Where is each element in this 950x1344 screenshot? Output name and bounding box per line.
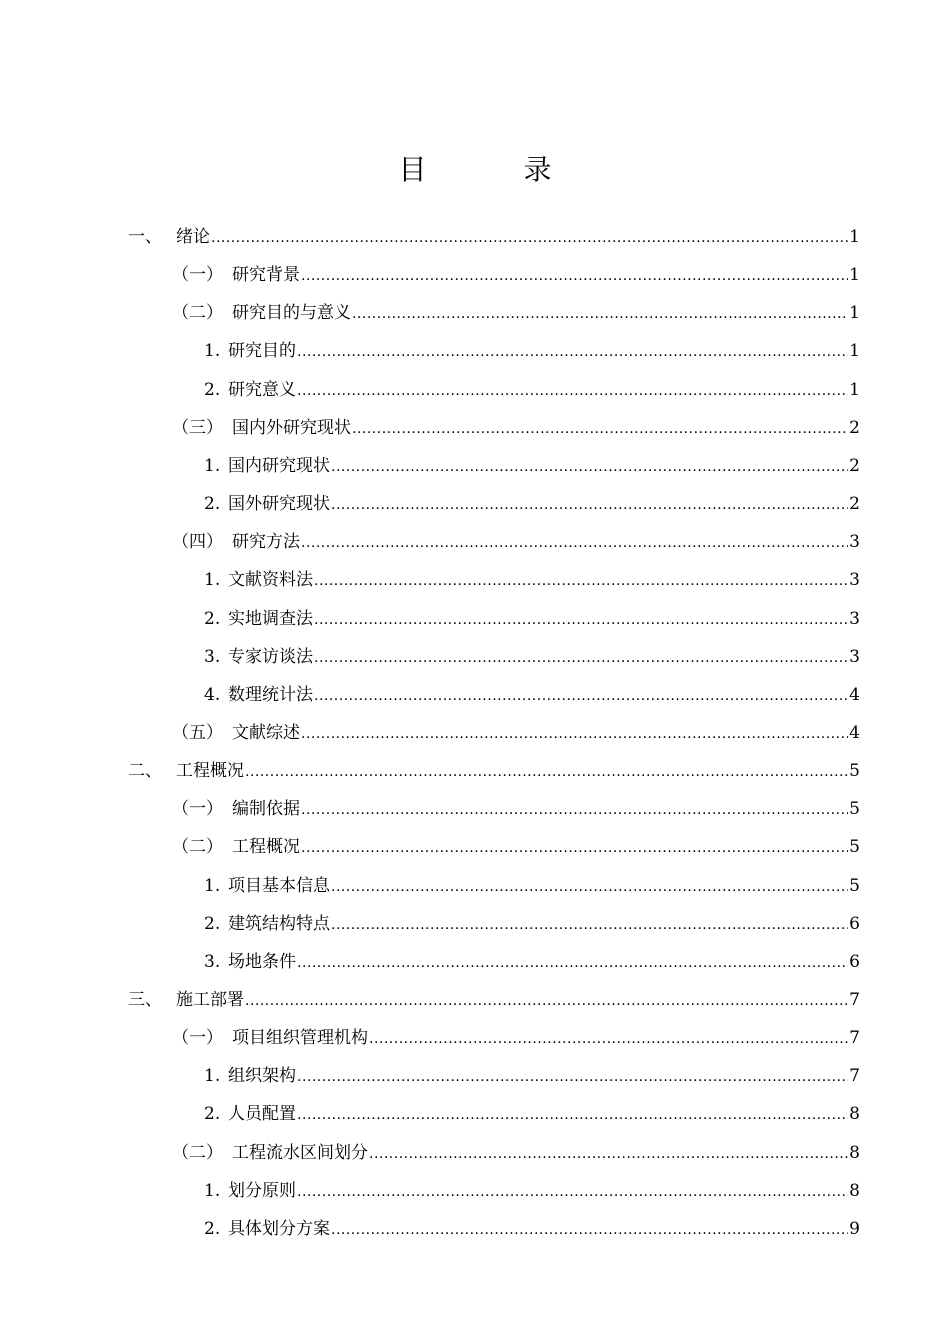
- toc-entry-page: 5: [849, 837, 860, 858]
- toc-entry-number: 2.: [204, 608, 221, 629]
- toc-entry-title: 国外研究现状: [228, 494, 330, 515]
- toc-entry[interactable]: [0, 721, 860, 745]
- toc-entry[interactable]: [0, 988, 860, 1012]
- toc-entry-title: 建筑结构特点: [228, 913, 330, 934]
- toc-entry-title: 具体划分方案: [228, 1218, 330, 1239]
- toc-entry-number: 4.: [204, 684, 221, 705]
- toc-entry-title: 场地条件: [228, 951, 296, 972]
- toc-entry-title: 文献资料法: [228, 570, 313, 591]
- toc-dot-leader: [314, 646, 848, 670]
- toc-entry[interactable]: [0, 683, 860, 707]
- toc-dot-leader: [301, 798, 848, 822]
- toc-entry-number: 2.: [204, 1104, 221, 1125]
- toc-entry-number: 2.: [204, 913, 221, 934]
- toc-entry-title: 实地调查法: [228, 608, 313, 629]
- toc-entry-number: （二）: [172, 303, 223, 324]
- toc-entry-number: （一）: [172, 799, 223, 820]
- toc-dot-leader: [301, 836, 848, 860]
- toc-entry-number: 2.: [204, 494, 221, 515]
- toc-entry-page: 2: [849, 417, 860, 438]
- toc-entry-title: 国内外研究现状: [232, 417, 351, 438]
- toc-entry[interactable]: [0, 835, 860, 859]
- toc-dot-leader: [314, 684, 848, 708]
- toc-entry-number: 1.: [204, 341, 221, 362]
- toc-dot-leader: [369, 1142, 848, 1166]
- toc-entry-number: 3.: [204, 951, 221, 972]
- toc-entry-page: 6: [849, 913, 860, 934]
- toc-entry-page: 7: [849, 990, 860, 1010]
- toc-entry-number: 1.: [204, 1066, 221, 1087]
- toc-entry-page: 6: [849, 951, 860, 972]
- toc-entry-number: 1.: [204, 1180, 221, 1201]
- toc-dot-leader: [297, 1065, 848, 1089]
- toc-entry-number: （四）: [172, 532, 223, 553]
- toc-entry-number: 1.: [204, 875, 221, 896]
- toc-entry-page: 3: [849, 646, 860, 667]
- toc-entry-number: 1.: [204, 570, 221, 591]
- toc-entry-title: 研究背景: [232, 265, 300, 286]
- toc-entry[interactable]: [0, 378, 860, 402]
- toc-entry[interactable]: [0, 912, 860, 936]
- toc-entry-title: 人员配置: [228, 1104, 296, 1125]
- toc-dot-leader: [352, 302, 848, 326]
- toc-entry-page: 7: [849, 1066, 860, 1087]
- toc-entry-number: （一）: [172, 265, 223, 286]
- toc-entry-page: 3: [849, 532, 860, 553]
- toc-entry-title: 项目组织管理机构: [232, 1028, 368, 1049]
- toc-dot-leader: [352, 417, 848, 441]
- toc-entry-number: 三、: [128, 990, 162, 1010]
- toc-entry-number: （三）: [172, 417, 223, 438]
- toc-dot-leader: [301, 722, 848, 746]
- toc-entry-page: 7: [849, 1028, 860, 1049]
- page-title: 目 录: [398, 153, 596, 186]
- toc-entry-number: 2.: [204, 379, 221, 400]
- toc-entry-number: （二）: [172, 837, 223, 858]
- toc-entry-title: 绪论: [176, 227, 210, 247]
- toc-entry-page: 2: [849, 494, 860, 515]
- toc-entry[interactable]: [0, 759, 860, 783]
- toc-entry-page: 1: [849, 227, 860, 247]
- toc-entry[interactable]: [0, 454, 860, 478]
- toc-entry-title: 国内研究现状: [228, 455, 330, 476]
- toc-entry[interactable]: [0, 1064, 860, 1088]
- toc-dot-leader: [297, 951, 848, 975]
- toc-dot-leader: [331, 493, 848, 517]
- toc-entry-title: 编制依据: [232, 799, 300, 820]
- toc-dot-leader: [331, 455, 848, 479]
- toc-entry[interactable]: [0, 1141, 860, 1165]
- toc-entry-number: 二、: [128, 761, 162, 782]
- toc-entry-number: 3.: [204, 646, 221, 667]
- toc-entry-number: 一、: [128, 227, 162, 247]
- toc-entry[interactable]: [0, 263, 860, 287]
- toc-entry[interactable]: [0, 1217, 860, 1241]
- toc-entry-page: 5: [849, 761, 860, 782]
- toc-entry-number: （二）: [172, 1142, 223, 1163]
- toc-entry[interactable]: [0, 645, 860, 669]
- toc-entry-title: 专家访谈法: [228, 646, 313, 667]
- toc-entry-title: 施工部署: [176, 990, 244, 1010]
- toc-dot-leader: [297, 1180, 848, 1204]
- toc-dot-leader: [245, 989, 848, 1013]
- toc-entry-page: 1: [849, 379, 860, 400]
- toc-entry-page: 1: [849, 303, 860, 324]
- toc-entry-page: 1: [849, 265, 860, 286]
- toc-entry[interactable]: [0, 225, 860, 249]
- toc-entry[interactable]: [0, 1102, 860, 1126]
- toc-dot-leader: [301, 531, 848, 555]
- toc-entry-page: 1: [849, 341, 860, 362]
- toc-dot-leader: [301, 264, 848, 288]
- toc-entry[interactable]: [0, 568, 860, 592]
- toc-dot-leader: [331, 913, 848, 937]
- toc-entry-title: 研究方法: [232, 532, 300, 553]
- toc-entry-number: 1.: [204, 455, 221, 476]
- toc-entry[interactable]: [0, 950, 860, 974]
- toc-entry-page: 3: [849, 570, 860, 591]
- toc-entry-title: 工程流水区间划分: [232, 1142, 368, 1163]
- toc-dot-leader: [245, 760, 848, 784]
- toc-entry-page: 8: [849, 1180, 860, 1201]
- toc-dot-leader: [297, 379, 848, 403]
- toc-entry-page: 9: [849, 1218, 860, 1239]
- toc-entry-page: 8: [849, 1104, 860, 1125]
- toc-entry-title: 项目基本信息: [228, 875, 330, 896]
- toc-dot-leader: [211, 226, 848, 250]
- toc-dot-leader: [297, 340, 848, 364]
- toc-entry-page: 4: [849, 684, 860, 705]
- toc-entry[interactable]: [0, 301, 860, 325]
- toc-entry-title: 研究目的: [228, 341, 296, 362]
- toc-entry-title: 划分原则: [228, 1180, 296, 1201]
- toc-entry[interactable]: [0, 874, 860, 898]
- toc-entry-title: 工程概况: [232, 837, 300, 858]
- toc-entry-title: 组织架构: [228, 1066, 296, 1087]
- toc-dot-leader: [314, 569, 848, 593]
- toc-entry[interactable]: [0, 492, 860, 516]
- toc-entry-title: 研究目的与意义: [232, 303, 351, 324]
- toc-entry[interactable]: [0, 530, 860, 554]
- toc-entry-title: 数理统计法: [228, 684, 313, 705]
- toc-entry-title: 研究意义: [228, 379, 296, 400]
- toc-entry-page: 2: [849, 455, 860, 476]
- toc-dot-leader: [369, 1027, 848, 1051]
- toc-entry-title: 工程概况: [176, 761, 244, 782]
- toc-dot-leader: [331, 875, 848, 899]
- toc-entry-page: 5: [849, 799, 860, 820]
- toc-entry-page: 3: [849, 608, 860, 629]
- toc-entry-number: （五）: [172, 722, 223, 743]
- toc-entry[interactable]: [0, 607, 860, 631]
- toc-entry-page: 5: [849, 875, 860, 896]
- toc-entry[interactable]: [0, 797, 860, 821]
- toc-entry-number: 2.: [204, 1218, 221, 1239]
- toc-entry-page: 8: [849, 1142, 860, 1163]
- toc-entry[interactable]: [0, 416, 860, 440]
- toc-entry[interactable]: [0, 1026, 860, 1050]
- toc-entry-title: 文献综述: [232, 722, 300, 743]
- toc-entry-number: （一）: [172, 1028, 223, 1049]
- toc-dot-leader: [297, 1103, 848, 1127]
- toc-entry[interactable]: [0, 339, 860, 363]
- toc-dot-leader: [314, 608, 848, 632]
- toc-entry-page: 4: [849, 722, 860, 743]
- toc-dot-leader: [331, 1218, 848, 1242]
- toc-entry[interactable]: [0, 1179, 860, 1203]
